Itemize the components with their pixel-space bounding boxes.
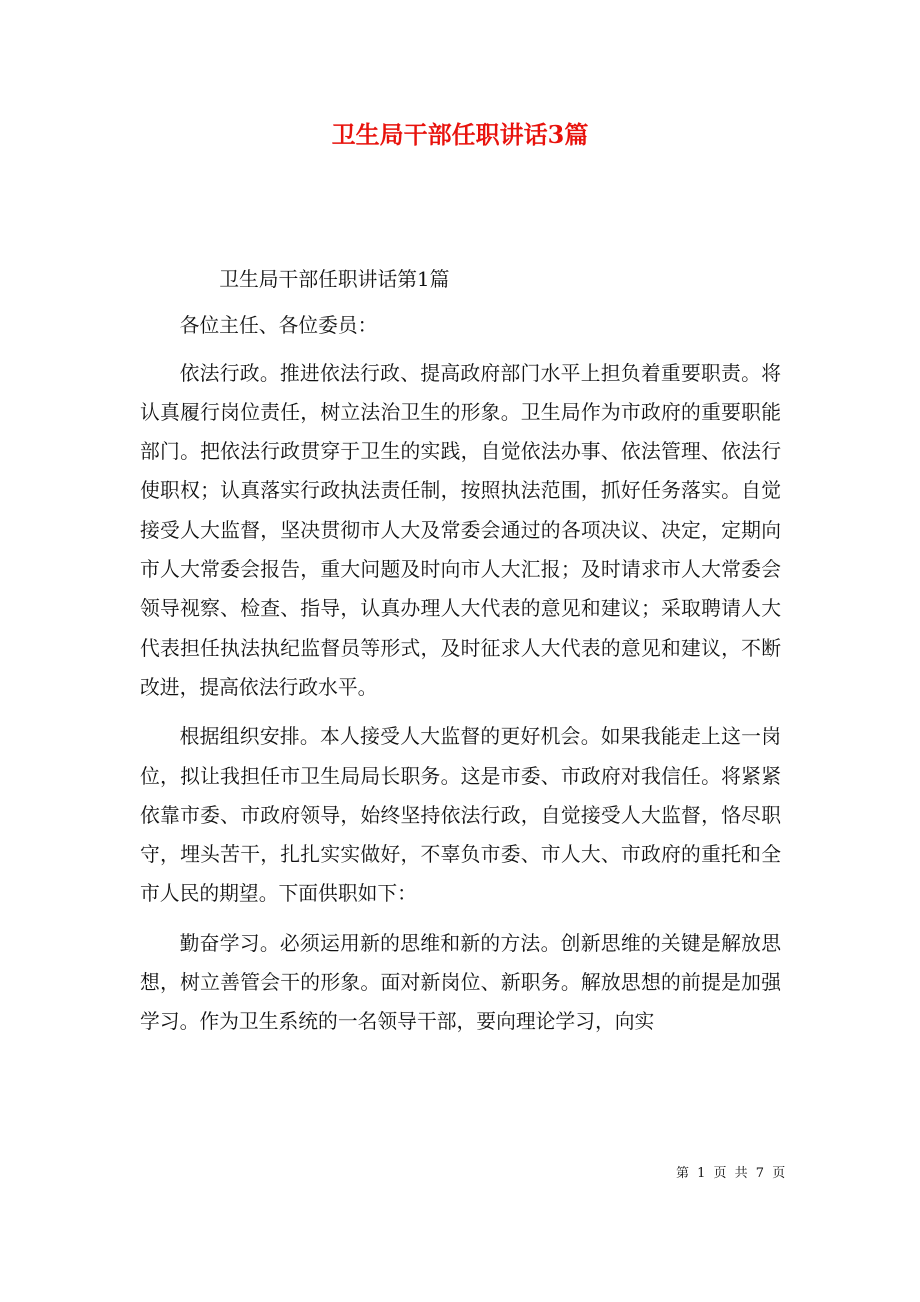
document-body — [140, 260, 781, 1052]
section-heading: 卫生局干部任职讲话第1篇 — [219, 268, 450, 291]
paragraph-1: 依法行政。推进依法行政、提高政府部门水平上担负着重要职责。将认真履行岗位责任，树立法治卫生的形象。卫生局作为市政府的重要职能部门。把依法行政贯穿于卫生的实践，自觉依法办事、依法管理、依法行使职权；认真落实行政执法责任制，按照执法范围，抓好任务落实。自觉接受人大监督，坚决贯彻市人大及常委会通过的各项决议、决定，定期向市人大常委会报告，重大问题及时向市人大汇报；及时请求市人大常委会领导视察、检查、指导，认真办理人大代表的意见和建议；采取聘请人大代表担任执法执纪监督员等形式，及时征求人大代表的意见和建议，不断改进，提高依法行政水平。 — [140, 361, 781, 699]
salutation: 各位主任、各位委员： — [179, 314, 378, 338]
paragraph-2: 根据组织安排。本人接受人大监督的更好机会。如果我能走上这一岗位，拟让我担任市卫生局局长职务。这是市委、市政府对我信任。将紧紧依靠市委、市政府领导，始终坚持依法行政，自觉接受人大监督，恪尽职守，埋头苦干，扎扎实实做好，不辜负市委、市人大、市政府的重托和全市人民的期望。下面供职如下： — [140, 725, 781, 906]
paragraph-3: 勤奋学习。必须运用新的思维和新的方法。创新思维的关键是解放思想，树立善管会干的形象。面对新岗位、新职务。解放思想的前提是加强学习。作为卫生系统的一名领导干部，要向理论学习，向实 — [140, 931, 781, 1034]
document-title: 卫生局干部任职讲话3篇 — [331, 120, 589, 149]
page-number-footer: 第 1 页 共 7 页 — [676, 1166, 788, 1181]
